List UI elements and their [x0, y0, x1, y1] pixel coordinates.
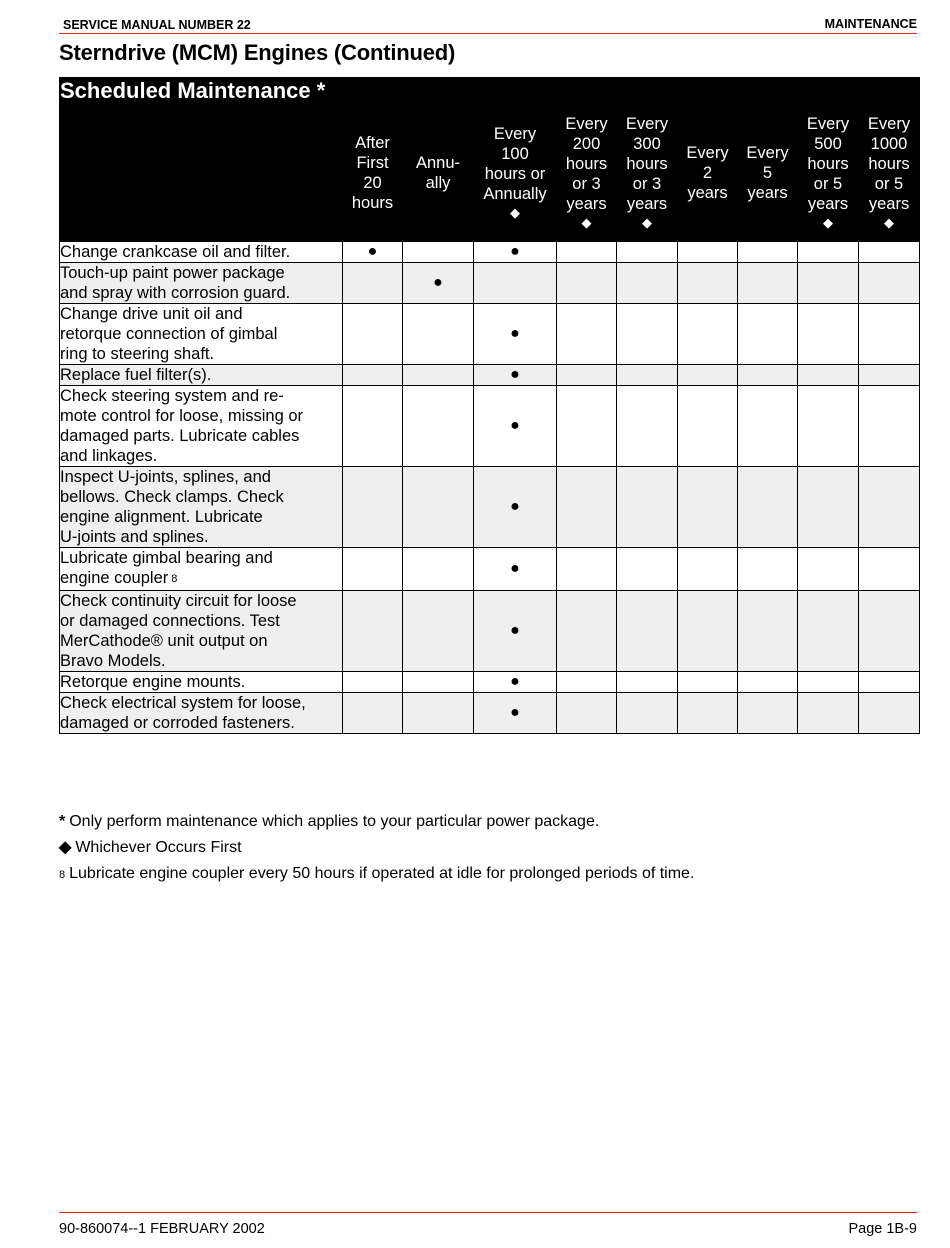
table-row — [60, 591, 920, 672]
column-header-line: hours or — [484, 165, 546, 183]
column-header-line: years — [868, 195, 910, 213]
schedule-cell — [617, 242, 678, 263]
diamond-icon: ◆ — [59, 839, 72, 856]
column-header-line: hours — [351, 194, 394, 212]
schedule-cell — [738, 672, 798, 693]
task-description — [60, 263, 343, 304]
column-header-line: Every — [565, 115, 608, 133]
table-title: Scheduled Maintenance * — [60, 78, 920, 105]
schedule-cell — [557, 672, 617, 693]
column-header-line: or 5 — [813, 175, 843, 193]
task-line: bellows. Check clamps. Check — [60, 488, 284, 506]
schedule-cell — [678, 693, 738, 734]
column-header-row — [60, 105, 920, 242]
task-description — [60, 548, 343, 591]
schedule-cell — [678, 242, 738, 263]
footnote-text: Whichever Occurs First — [75, 839, 242, 856]
schedule-cell — [738, 242, 798, 263]
table-row — [60, 263, 920, 304]
column-header-line: 20 — [363, 174, 382, 192]
schedule-cell — [678, 304, 738, 365]
document-id-date: 90-860074--1 FEBRUARY 2002 — [59, 1221, 265, 1237]
column-header — [403, 105, 474, 242]
column-header — [859, 105, 920, 242]
scheduled-dot-icon: ● — [403, 263, 474, 304]
column-header-line: hours — [868, 155, 910, 173]
whichever-first-icon: ◆ — [642, 215, 652, 230]
task-line: Replace fuel filter(s). — [60, 366, 212, 384]
column-header-line: 2 — [702, 164, 713, 182]
task-line: Check continuity circuit for loose — [60, 592, 297, 610]
task-line: retorque connection of gimbal — [60, 325, 278, 343]
whichever-first-icon: ◆ — [823, 215, 833, 230]
scheduled-dot-icon: ● — [474, 591, 557, 672]
schedule-cell — [403, 467, 474, 548]
task-line: Bravo Models. — [60, 652, 166, 670]
column-header-line: Annually — [483, 185, 547, 203]
schedule-cell — [678, 467, 738, 548]
schedule-cell — [859, 304, 920, 365]
schedule-cell — [617, 386, 678, 467]
column-header — [343, 105, 403, 242]
schedule-cell — [798, 304, 859, 365]
task-description — [60, 467, 343, 548]
schedule-cell — [403, 365, 474, 386]
schedule-cell — [343, 591, 403, 672]
footnote — [59, 864, 694, 885]
manual-number: SERVICE MANUAL NUMBER 22 — [63, 18, 251, 32]
schedule-cell — [474, 263, 557, 304]
column-header-line: After — [355, 134, 390, 152]
task-description — [60, 591, 343, 672]
schedule-cell — [343, 467, 403, 548]
schedule-cell — [557, 263, 617, 304]
task-description — [60, 386, 343, 467]
task-description — [60, 672, 343, 693]
schedule-cell — [798, 242, 859, 263]
schedule-cell — [557, 467, 617, 548]
schedule-cell — [678, 672, 738, 693]
schedule-cell — [798, 365, 859, 386]
footnote-reference: 8 — [171, 573, 178, 585]
schedule-cell — [678, 591, 738, 672]
whichever-first-icon: ◆ — [510, 205, 520, 220]
schedule-cell — [403, 548, 474, 591]
task-line: Change drive unit oil and — [60, 305, 243, 323]
column-header-line: or 3 — [572, 175, 601, 193]
column-header-line: years — [687, 184, 728, 202]
footnote-marker: * — [59, 813, 66, 830]
table-row — [60, 242, 920, 263]
task-line: Retorque engine mounts. — [60, 673, 246, 691]
column-header-line: years — [807, 195, 849, 213]
schedule-cell — [403, 386, 474, 467]
column-header-line: 500 — [814, 135, 842, 153]
table-body — [60, 242, 920, 734]
whichever-first-icon: ◆ — [581, 215, 592, 230]
task-description — [60, 304, 343, 365]
schedule-cell — [403, 693, 474, 734]
scheduled-dot-icon: ● — [474, 672, 557, 693]
schedule-cell — [403, 591, 474, 672]
column-header-line: Every — [867, 115, 911, 133]
schedule-cell — [617, 672, 678, 693]
top-rule — [59, 33, 917, 34]
schedule-cell — [738, 693, 798, 734]
column-header-line: or 5 — [874, 175, 904, 193]
task-line: engine coupler — [60, 569, 169, 587]
schedule-cell — [403, 242, 474, 263]
column-header-line: 200 — [572, 135, 601, 153]
column-header-line: or 3 — [632, 175, 662, 193]
schedule-cell — [343, 693, 403, 734]
scheduled-dot-icon: ● — [474, 304, 557, 365]
column-header-line: Every — [625, 115, 669, 133]
footnote-text: Only perform maintenance which applies to your particular power package. — [69, 813, 600, 830]
schedule-cell — [859, 467, 920, 548]
footnote-text: Lubricate engine coupler every 50 hours if operated at idle for prolonged periods of time. — [69, 865, 695, 882]
column-header-line: years — [566, 195, 607, 213]
column-header-line: hours — [565, 155, 608, 173]
schedule-cell — [859, 263, 920, 304]
footnotes — [59, 812, 694, 891]
column-header — [678, 105, 738, 242]
column-header-line: ally — [425, 174, 451, 192]
column-header-line: Every — [806, 115, 850, 133]
schedule-cell — [798, 672, 859, 693]
table-row — [60, 386, 920, 467]
schedule-cell — [738, 365, 798, 386]
task-line: Lubricate gimbal bearing and — [60, 549, 273, 567]
schedule-cell — [678, 548, 738, 591]
schedule-cell — [343, 365, 403, 386]
footnote-marker: 8 — [59, 869, 66, 881]
task-line: damaged parts. Lubricate cables — [60, 427, 300, 445]
schedule-cell — [617, 304, 678, 365]
schedule-cell — [678, 263, 738, 304]
scheduled-dot-icon: ● — [474, 242, 557, 263]
task-description — [60, 693, 343, 734]
task-line: Check steering system and re- — [60, 387, 284, 405]
schedule-cell — [798, 386, 859, 467]
column-header-line: 100 — [501, 145, 529, 163]
page-number: Page 1B-9 — [848, 1221, 917, 1237]
schedule-cell — [403, 672, 474, 693]
task-line: MerCathode® unit output on — [60, 632, 268, 650]
schedule-cell — [798, 263, 859, 304]
schedule-cell — [557, 242, 617, 263]
task-line: Change crankcase oil and filter. — [60, 243, 291, 261]
task-line: Check electrical system for loose, — [60, 694, 306, 712]
task-line: engine alignment. Lubricate — [60, 508, 263, 526]
table-row — [60, 693, 920, 734]
schedule-cell — [859, 242, 920, 263]
column-header-line: Every — [746, 144, 789, 162]
column-header — [738, 105, 798, 242]
schedule-cell — [859, 386, 920, 467]
schedule-cell — [678, 365, 738, 386]
task-line: U-joints and splines. — [60, 528, 209, 546]
column-header-line: Every — [686, 144, 729, 162]
schedule-cell — [859, 591, 920, 672]
task-description — [60, 242, 343, 263]
schedule-cell — [617, 548, 678, 591]
schedule-cell — [557, 386, 617, 467]
table-row — [60, 304, 920, 365]
table-row — [60, 467, 920, 548]
schedule-cell — [557, 591, 617, 672]
schedule-cell — [738, 263, 798, 304]
footnote — [59, 838, 694, 858]
task-line: ring to steering shaft. — [60, 345, 215, 363]
column-header — [557, 105, 617, 242]
column-header — [798, 105, 859, 242]
column-header — [474, 105, 557, 242]
footnote — [59, 812, 694, 832]
bottom-rule — [59, 1212, 917, 1213]
task-line: mote control for loose, missing or — [60, 407, 304, 425]
table-row — [60, 365, 920, 386]
schedule-cell — [557, 693, 617, 734]
schedule-cell — [738, 304, 798, 365]
schedule-cell — [557, 304, 617, 365]
schedule-cell — [859, 365, 920, 386]
schedule-cell — [738, 386, 798, 467]
schedule-cell — [343, 304, 403, 365]
schedule-cell — [859, 693, 920, 734]
column-header-line: hours — [807, 155, 849, 173]
schedule-cell — [617, 591, 678, 672]
schedule-cell — [859, 548, 920, 591]
schedule-cell — [859, 672, 920, 693]
task-line: Inspect U-joints, splines, and — [60, 468, 271, 486]
schedule-cell — [798, 548, 859, 591]
section-label: MAINTENANCE — [824, 17, 917, 31]
column-header-line: Annu- — [415, 154, 461, 172]
schedule-cell — [738, 467, 798, 548]
column-header-line: 1000 — [870, 135, 908, 153]
whichever-first-icon: ◆ — [884, 215, 895, 230]
task-description — [60, 365, 343, 386]
column-header-line: 300 — [633, 135, 661, 153]
task-line: or damaged connections. Test — [60, 612, 280, 630]
task-line: Touch-up paint power package — [60, 264, 285, 282]
schedule-cell — [798, 693, 859, 734]
schedule-cell — [557, 365, 617, 386]
scheduled-dot-icon: ● — [474, 693, 557, 734]
schedule-cell — [738, 591, 798, 672]
scheduled-dot-icon: ● — [343, 242, 403, 263]
schedule-cell — [738, 548, 798, 591]
scheduled-dot-icon: ● — [474, 365, 557, 386]
schedule-cell — [343, 672, 403, 693]
scheduled-dot-icon: ● — [474, 548, 557, 591]
task-line: and spray with corrosion guard. — [60, 284, 291, 302]
task-line: damaged or corroded fasteners. — [60, 714, 295, 732]
column-header-line: First — [356, 154, 389, 172]
column-header — [617, 105, 678, 242]
schedule-cell — [343, 386, 403, 467]
column-header-line: 5 — [762, 164, 773, 182]
scheduled-dot-icon: ● — [474, 467, 557, 548]
scheduled-dot-icon: ● — [474, 386, 557, 467]
column-header-line: hours — [626, 155, 668, 173]
table-row — [60, 672, 920, 693]
task-column-header — [60, 105, 343, 242]
schedule-cell — [617, 263, 678, 304]
maintenance-table — [59, 77, 920, 734]
schedule-cell — [617, 467, 678, 548]
page-title: Sterndrive (MCM) Engines (Continued) — [59, 40, 456, 65]
schedule-cell — [617, 365, 678, 386]
schedule-cell — [798, 467, 859, 548]
schedule-cell — [617, 693, 678, 734]
schedule-cell — [798, 591, 859, 672]
column-header-line: years — [626, 195, 668, 213]
schedule-cell — [678, 386, 738, 467]
schedule-cell — [343, 263, 403, 304]
column-header-line: years — [747, 184, 788, 202]
column-header-line: Every — [493, 125, 537, 143]
schedule-cell — [403, 304, 474, 365]
table-row — [60, 548, 920, 591]
task-line: and linkages. — [60, 447, 158, 465]
schedule-cell — [557, 548, 617, 591]
schedule-cell — [343, 548, 403, 591]
